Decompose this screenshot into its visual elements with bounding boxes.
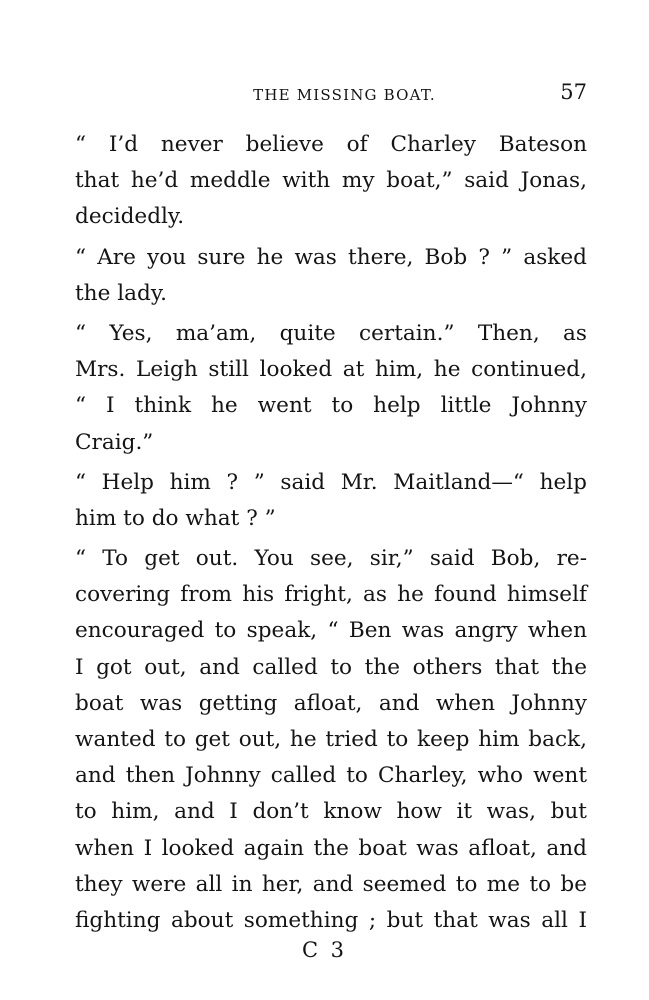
text-line: covering from his fright, as he found himself bbox=[75, 582, 587, 608]
text-line: when I looked again the boat was afloat, and bbox=[75, 835, 587, 861]
text-line: “ Help him ? ” said Mr. Maitland—“ help bbox=[75, 469, 587, 495]
text-line: him to do what ? ” bbox=[75, 505, 276, 531]
page-header bbox=[78, 80, 587, 110]
text-line: that he’d meddle with my boat,” said Jonas, bbox=[75, 168, 587, 194]
text-line: “ Yes, ma’am, quite certain.” Then, as bbox=[75, 320, 587, 346]
text-line: encouraged to speak, “ Ben was angry when bbox=[75, 618, 587, 644]
text-line: decidedly. bbox=[75, 204, 185, 230]
text-line: Craig.” bbox=[75, 429, 154, 455]
signature-mark: C 3 bbox=[301, 938, 348, 962]
text-line: to him, and I don’t know how it was, but bbox=[75, 799, 587, 825]
text-line: boat was getting afloat, and when Johnny bbox=[75, 690, 587, 716]
text-line: and then Johnny called to Charley, who went bbox=[75, 763, 587, 789]
text-line: they were all in her, and seemed to me to be bbox=[75, 871, 587, 897]
body-text bbox=[75, 127, 587, 939]
text-line: I got out, and called to the others that the bbox=[75, 654, 587, 680]
text-line: Mrs. Leigh still looked at him, he continued, bbox=[75, 357, 587, 383]
text-line: fighting about something ; but that was all I bbox=[75, 907, 587, 933]
text-line: “ I think he went to help little Johnny bbox=[75, 393, 587, 419]
text-line: wanted to get out, he tried to keep him back, bbox=[75, 727, 587, 752]
text-line: “ Are you sure he was there, Bob ? ” asked bbox=[75, 244, 587, 270]
text-line: “ I’d never believe of Charley Bateson bbox=[75, 132, 587, 157]
running-title: THE MISSING BOAT. bbox=[253, 86, 436, 104]
text-line: “ To get out. You see, sir,” said Bob, re- bbox=[75, 546, 587, 572]
text-line: the lady. bbox=[75, 280, 168, 306]
page-number: 57 bbox=[560, 80, 587, 104]
